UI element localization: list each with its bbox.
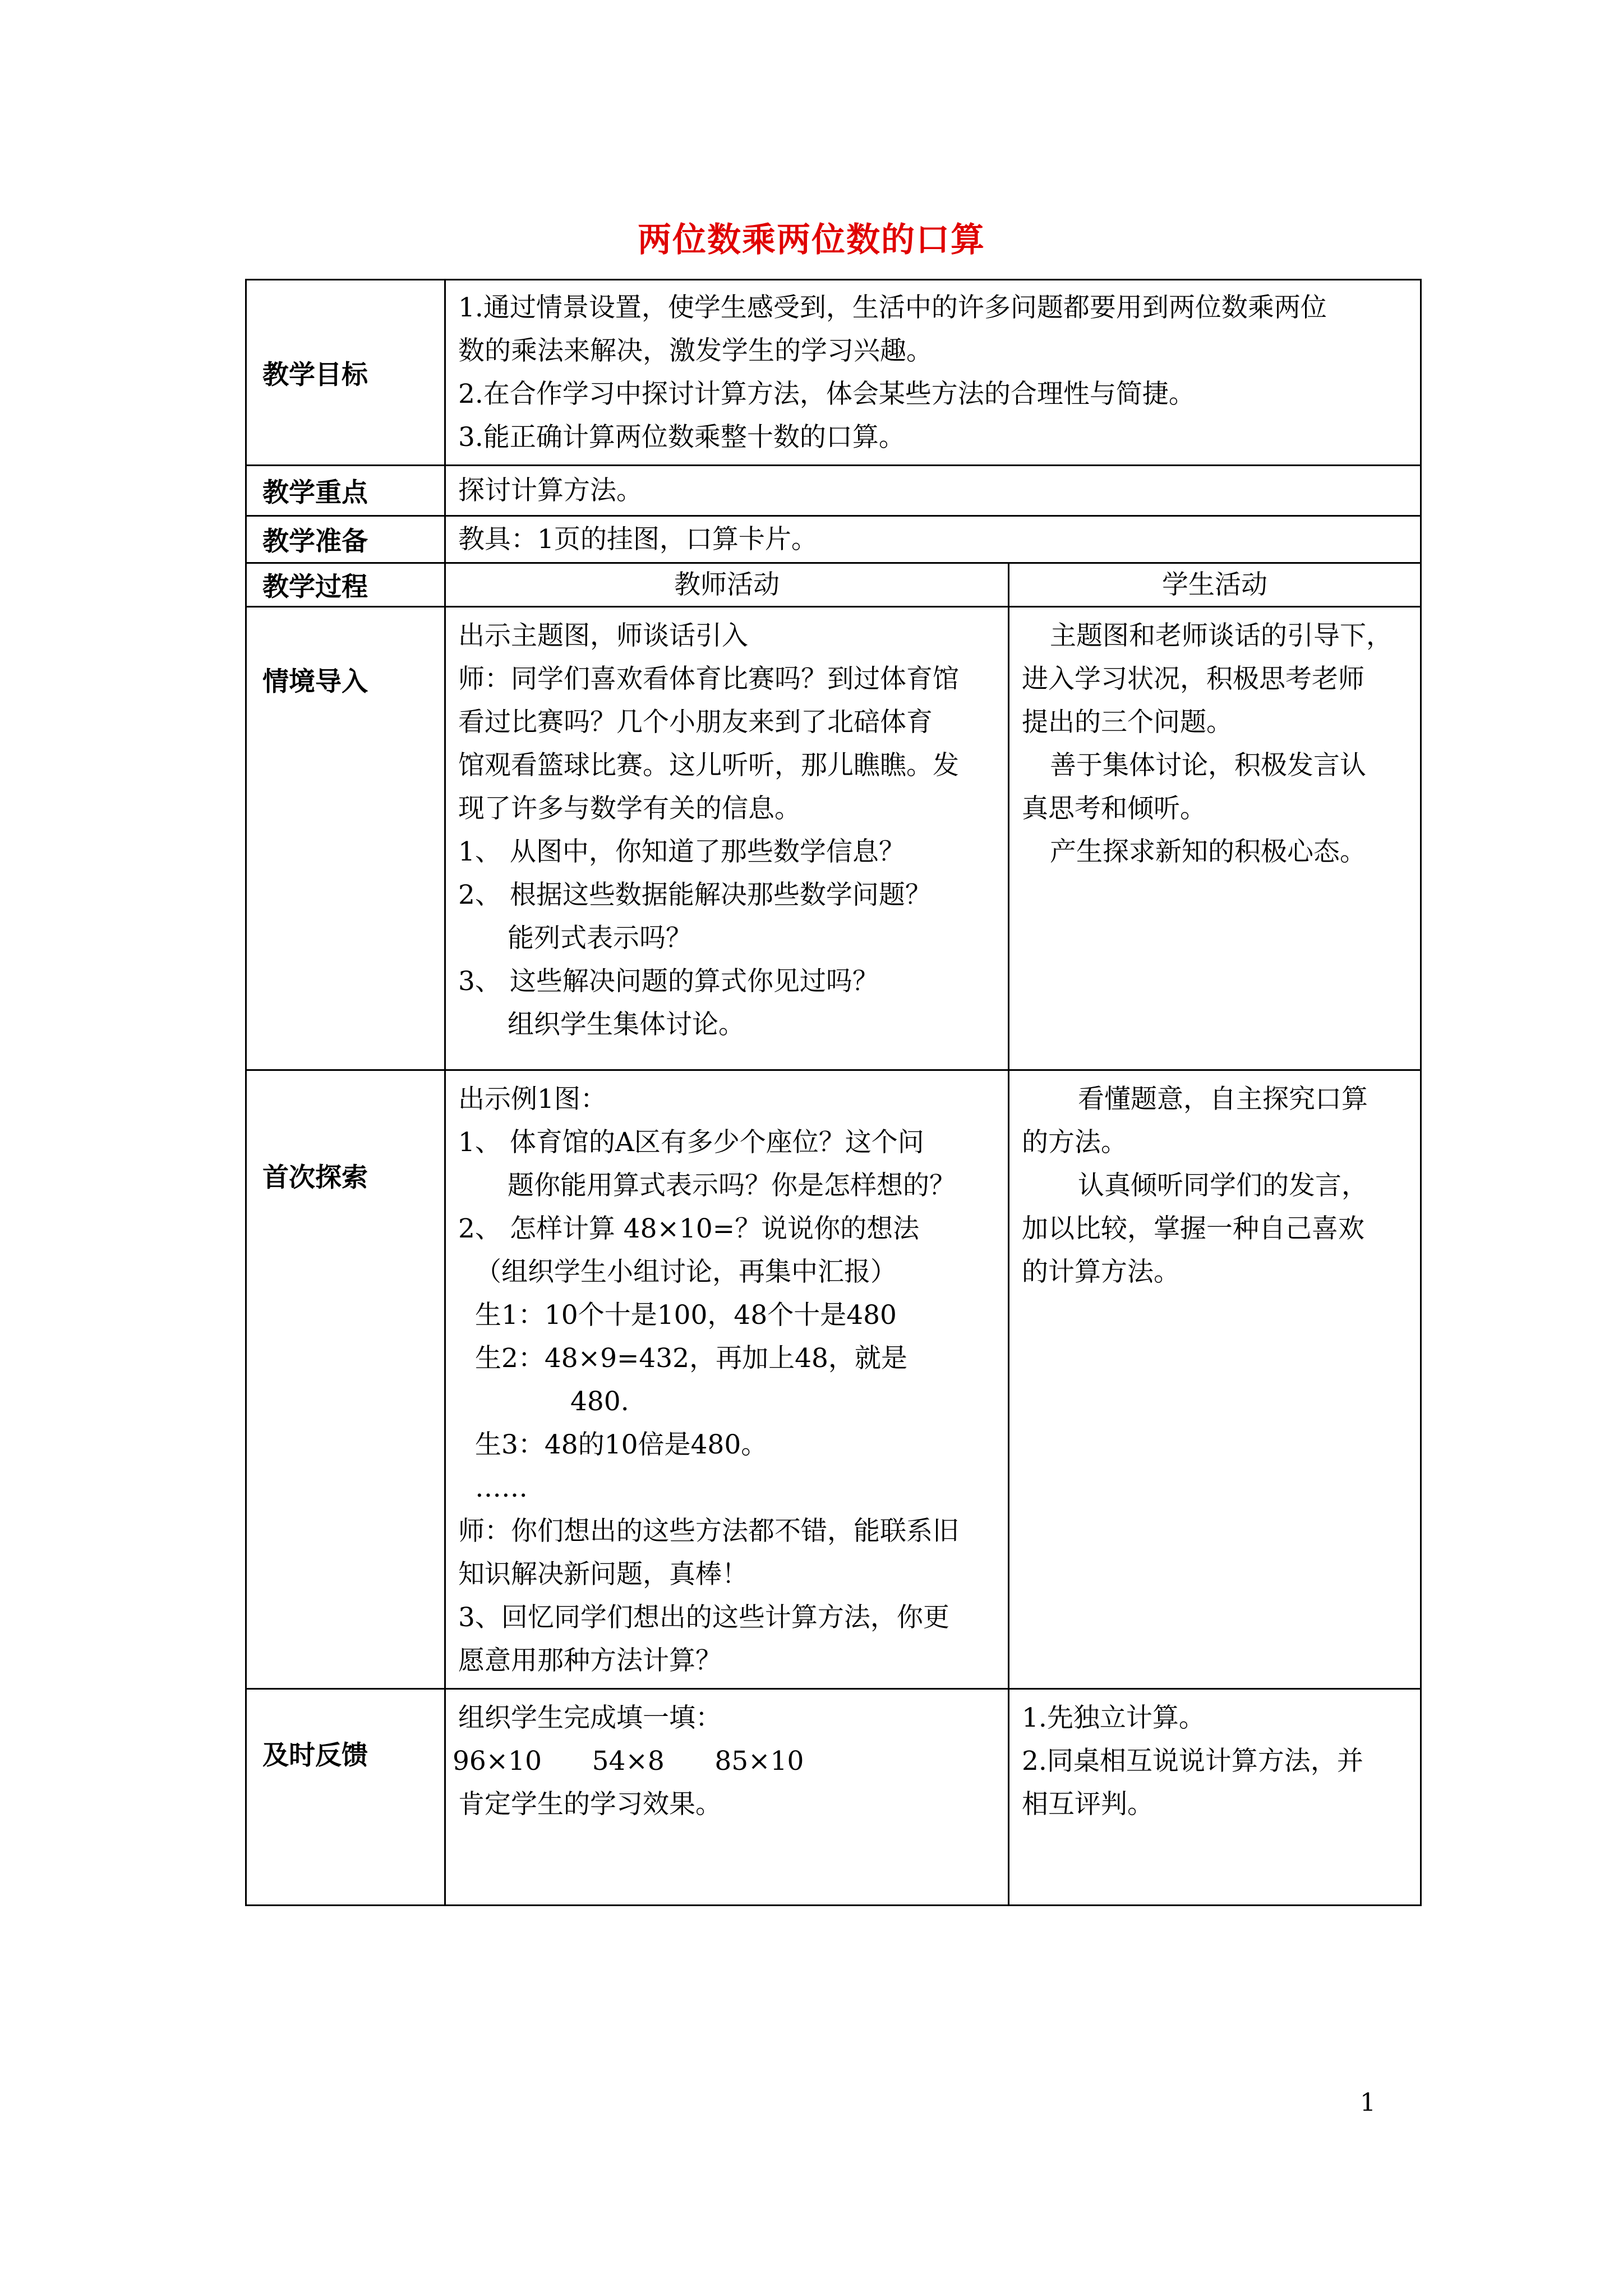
explore-student [1009, 1070, 1421, 1689]
lesson-plan-table [245, 279, 1422, 1906]
explore-student-line: 认真倾听同学们的发言， [1078, 1170, 1368, 1201]
explore-teacher-line: 3、回忆同学们想出的这些计算方法，你更 [458, 1602, 949, 1633]
explore-student-line: 看懂题意，自主探究口算 [1078, 1084, 1368, 1115]
explore-teacher-line: …… [475, 1473, 528, 1503]
objectives-line: 2.在合作学习中探讨计算方法，体会某些方法的合理性与简捷。 [458, 379, 1195, 409]
feedback-teacher-line: 组织学生完成填一填： [458, 1703, 722, 1733]
feedback-label: 及时反馈 [246, 1689, 445, 1906]
intro-teacher-line: 馆观看篮球比赛。这儿听听，那儿瞧瞧。发 [458, 750, 959, 781]
row-intro [246, 607, 1421, 1070]
row-explore [246, 1070, 1421, 1689]
intro-student-line: 善于集体讨论，积极发言认 [1050, 750, 1366, 781]
feedback-teacher-line: 肯定学生的学习效果。 [458, 1789, 722, 1820]
feedback-student-line: 2.同桌相互说说计算方法，并 [1022, 1746, 1363, 1777]
intro-student-line: 真思考和倾听。 [1022, 793, 1206, 824]
intro-student-line: 进入学习状况，积极思考老师 [1022, 664, 1364, 694]
focus-text: 探讨计算方法。 [458, 475, 643, 506]
focus-label: 教学重点 [246, 466, 445, 516]
explore-teacher-line: 知识解决新问题，真棒！ [458, 1559, 748, 1590]
objectives-content [445, 280, 1421, 466]
explore-teacher-line: 生2：48×9=432，再加上48，就是 [475, 1343, 907, 1374]
objectives-label: 教学目标 [246, 280, 445, 466]
explore-teacher-line: 师：你们想出的这些方法都不错，能联系旧 [458, 1516, 959, 1547]
intro-teacher-line: 现了许多与数学有关的信息。 [458, 793, 801, 824]
intro-teacher-line: 2、 根据这些数据能解决那些数学问题？ [458, 880, 932, 910]
feedback-student [1009, 1689, 1421, 1906]
objectives-line: 3.能正确计算两位数乘整十数的口算。 [458, 422, 905, 453]
row-feedback [246, 1689, 1421, 1906]
explore-teacher-line: 题你能用算式表示吗？你是怎样想的？ [508, 1170, 956, 1201]
explore-student-line: 的方法。 [1022, 1127, 1127, 1158]
intro-teacher-line: 师：同学们喜欢看体育比赛吗？到过体育馆 [458, 664, 959, 694]
intro-teacher-line: 1、 从图中，你知道了那些数学信息？ [458, 836, 905, 867]
explore-teacher-line: 愿意用那种方法计算？ [458, 1645, 722, 1676]
feedback-teacher [445, 1689, 1009, 1906]
prep-content [445, 516, 1421, 563]
explore-teacher-line: 生3：48的10倍是480。 [475, 1429, 768, 1460]
intro-teacher-line: 3、 这些解决问题的算式你见过吗？ [458, 966, 879, 997]
intro-teacher-line: 看过比赛吗？几个小朋友来到了北碚体育 [458, 707, 933, 738]
explore-student-line: 的计算方法。 [1022, 1257, 1180, 1287]
feedback-student-line: 1.先独立计算。 [1022, 1703, 1205, 1733]
feedback-student-line: 相互评判。 [1022, 1789, 1154, 1820]
page-number: 1 [1360, 2088, 1376, 2117]
explore-student-line: 加以比较，掌握一种自己喜欢 [1022, 1213, 1364, 1244]
explore-teacher-line: 生1：10个十是100，48个十是480 [475, 1300, 897, 1331]
student-activity-header: 学生活动 [1009, 563, 1421, 607]
explore-label: 首次探索 [246, 1070, 445, 1689]
intro-teacher-line: 能列式表示吗？ [508, 923, 692, 954]
teacher-activity-header: 教师活动 [445, 563, 1009, 607]
explore-teacher-line: 出示例1图： [458, 1084, 607, 1115]
process-label: 教学过程 [246, 563, 445, 607]
explore-teacher-line: （组织学生小组讨论，再集中汇报） [475, 1257, 897, 1287]
objectives-line: 1.通过情景设置，使学生感受到，生活中的许多问题都要用到两位数乘两位 [458, 292, 1327, 323]
intro-student-line: 产生探求新知的积极心态。 [1050, 836, 1366, 867]
focus-content [445, 466, 1421, 516]
explore-teacher-line: 1、 体育馆的A区有多少个座位？这个问 [458, 1127, 924, 1158]
feedback-teacher-line: 96×10 54×8 85×10 [453, 1746, 804, 1777]
explore-teacher [445, 1070, 1009, 1689]
intro-student-line: 主题图和老师谈话的引导下， [1050, 620, 1393, 651]
prep-label: 教学准备 [246, 516, 445, 563]
prep-text: 教具：1页的挂图，口算卡片。 [458, 524, 818, 555]
intro-teacher-line: 出示主题图，师谈话引入 [458, 620, 748, 651]
objectives-line: 数的乘法来解决，激发学生的学习兴趣。 [458, 335, 933, 366]
explore-teacher-line: 2、 怎样计算 48×10=？说说你的想法 [458, 1213, 920, 1244]
intro-teacher [445, 607, 1009, 1070]
row-objectives [246, 280, 1421, 466]
intro-label: 情境导入 [246, 607, 445, 1070]
row-prep [246, 516, 1421, 563]
intro-teacher-line: 组织学生集体讨论。 [508, 1009, 745, 1040]
page-title: 两位数乘两位数的口算 [638, 220, 985, 260]
row-focus [246, 466, 1421, 516]
intro-student [1009, 607, 1421, 1070]
explore-teacher-line: 480. [570, 1386, 629, 1417]
row-process-header [246, 563, 1421, 607]
intro-student-line: 提出的三个问题。 [1022, 707, 1233, 738]
